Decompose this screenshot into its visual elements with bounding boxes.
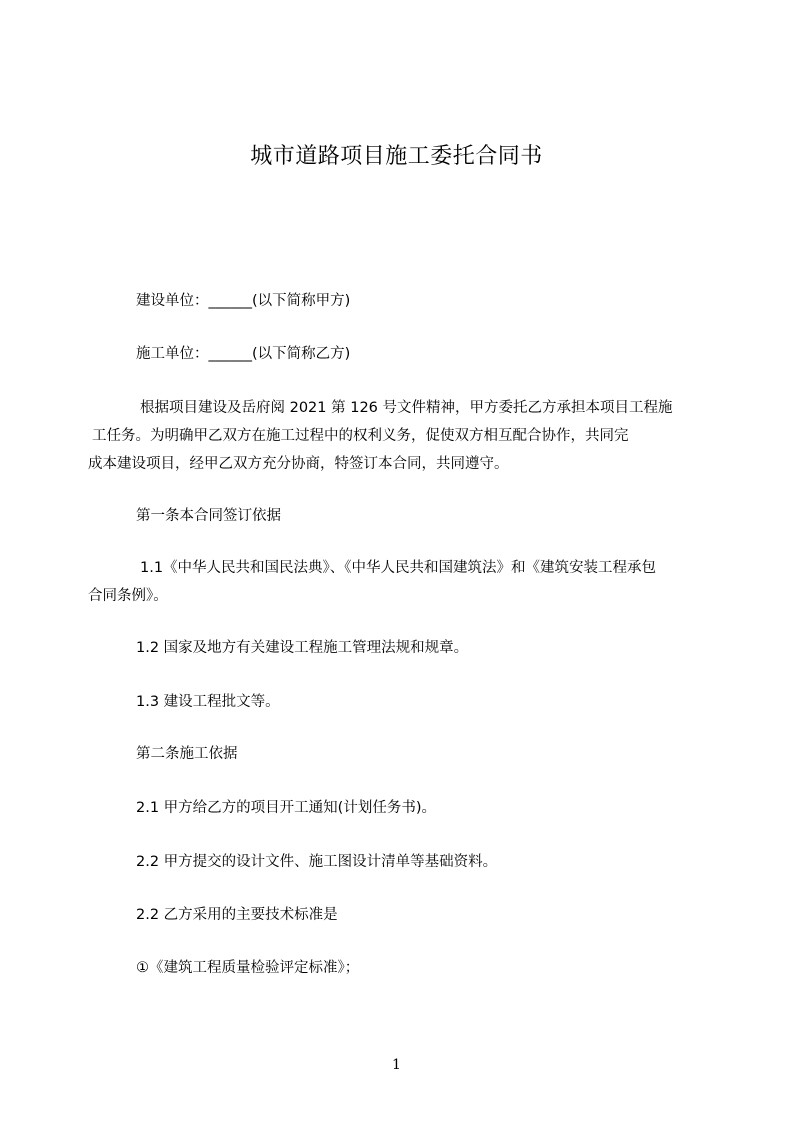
clause-1-3: 1.3 建设工程批文等。	[136, 694, 280, 710]
document-title: 城市道路项目施工委托合同书	[250, 144, 543, 169]
article-2-heading: 第二条施工依据	[136, 746, 238, 762]
intro-line-1: 根据项目建设及岳府阅 2021 第 126 号文件精神，甲方委托乙方承担本项目工程施	[140, 400, 673, 416]
standard-item-1: ①《建筑工程质量检验评定标准》；	[136, 960, 360, 976]
clause-2-2-standards: 2.2 乙方采用的主要技术标准是	[136, 907, 338, 923]
article-1-heading: 第一条本合同签订依据	[136, 508, 281, 524]
clause-2-2: 2.2 甲方提交的设计文件、施工图设计清单等基础资料。	[136, 854, 498, 870]
clause-2-1: 2.1 甲方给乙方的项目开工通知(计划任务书)。	[136, 800, 436, 816]
page-number: 1	[392, 1057, 401, 1073]
intro-line-3: 成本建设项目，经甲乙双方充分协商，特签订本合同，共同遵守。	[88, 456, 509, 472]
clause-1-1-line-2: 合同条例》。	[88, 588, 168, 604]
intro-line-2: 工任务。为明确甲乙双方在施工过程中的权利义务，促使双方相互配合协作，共同完	[92, 428, 629, 444]
clause-1-1-line-1: 1.1《中华人民共和国民法典》、《中华人民共和国建筑法》和《建筑安装工程承包	[140, 560, 657, 576]
party-b-line: 施工单位：______(以下简称乙方)	[136, 346, 351, 362]
intro-paragraph	[88, 394, 718, 478]
party-a-line: 建设单位：______(以下简称甲方)	[136, 293, 351, 309]
clause-1-1	[88, 554, 718, 610]
clause-1-2: 1.2 国家及地方有关建设工程施工管理法规和规章。	[136, 640, 469, 656]
